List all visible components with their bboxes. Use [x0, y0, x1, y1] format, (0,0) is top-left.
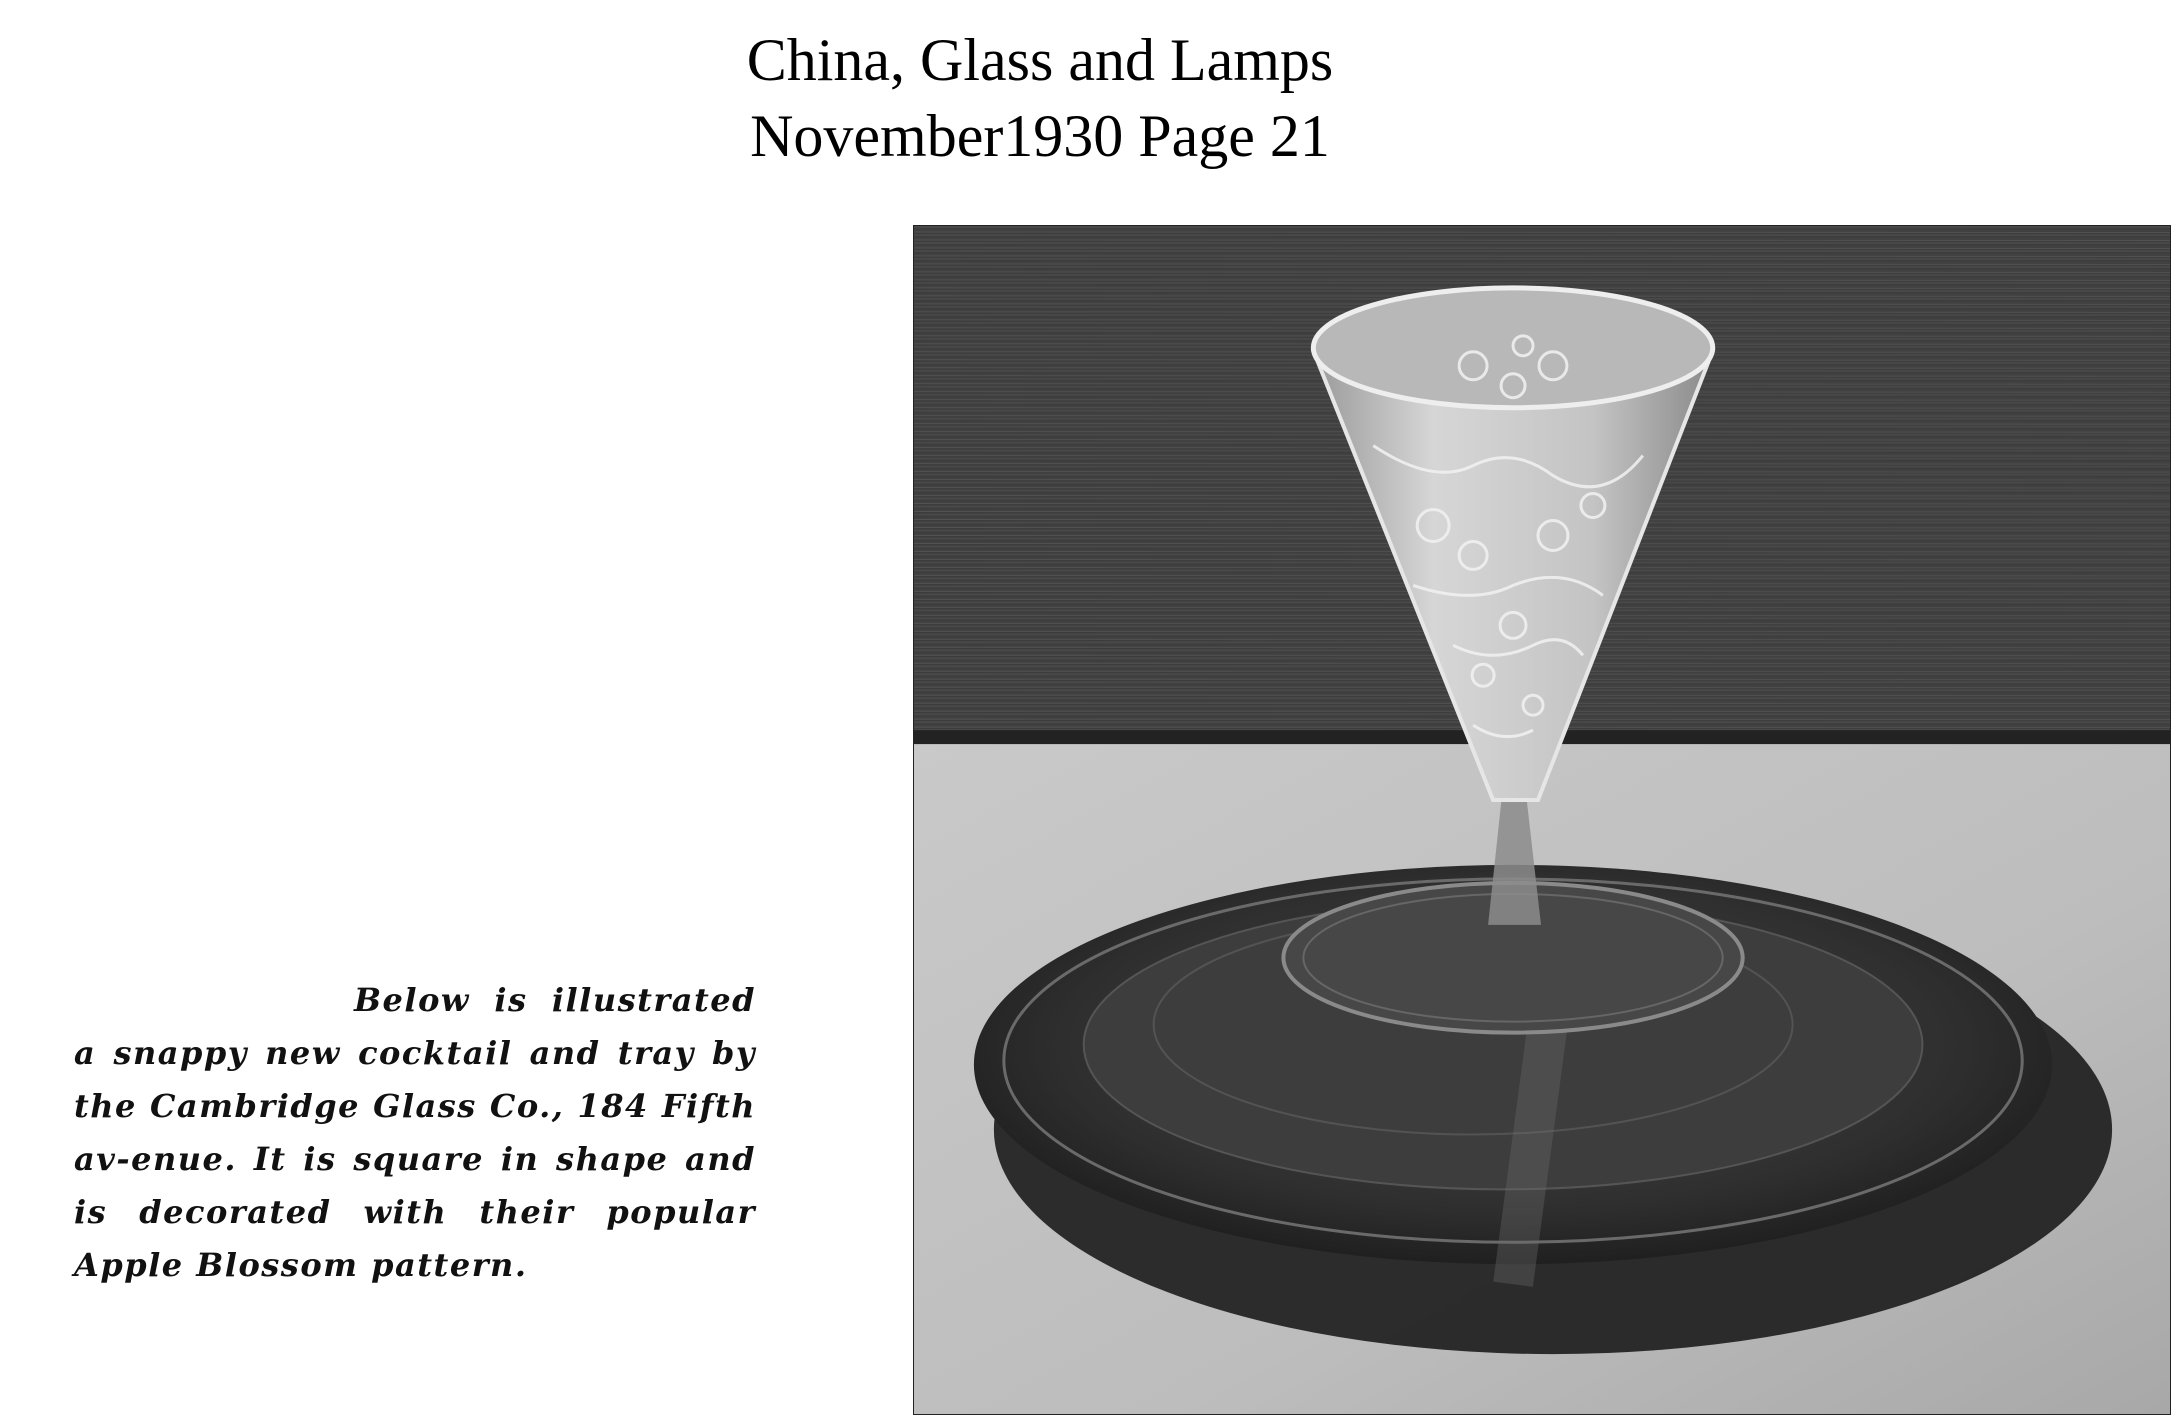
publication-title: China, Glass and Lamps: [746, 27, 1334, 93]
page-header: [0, 22, 2080, 174]
article-caption: Below is illustrated a snappy new cocktail and tray by the Cambridge Glass Co., 184 Fifth av-enue. It is square in shape and is decorated with their popular Apple Blossom pattern.: [74, 981, 756, 1284]
photo-illustration: [914, 226, 2170, 1414]
issue-and-page: November1930 Page 21: [750, 103, 1330, 169]
product-photograph: [913, 225, 2171, 1415]
